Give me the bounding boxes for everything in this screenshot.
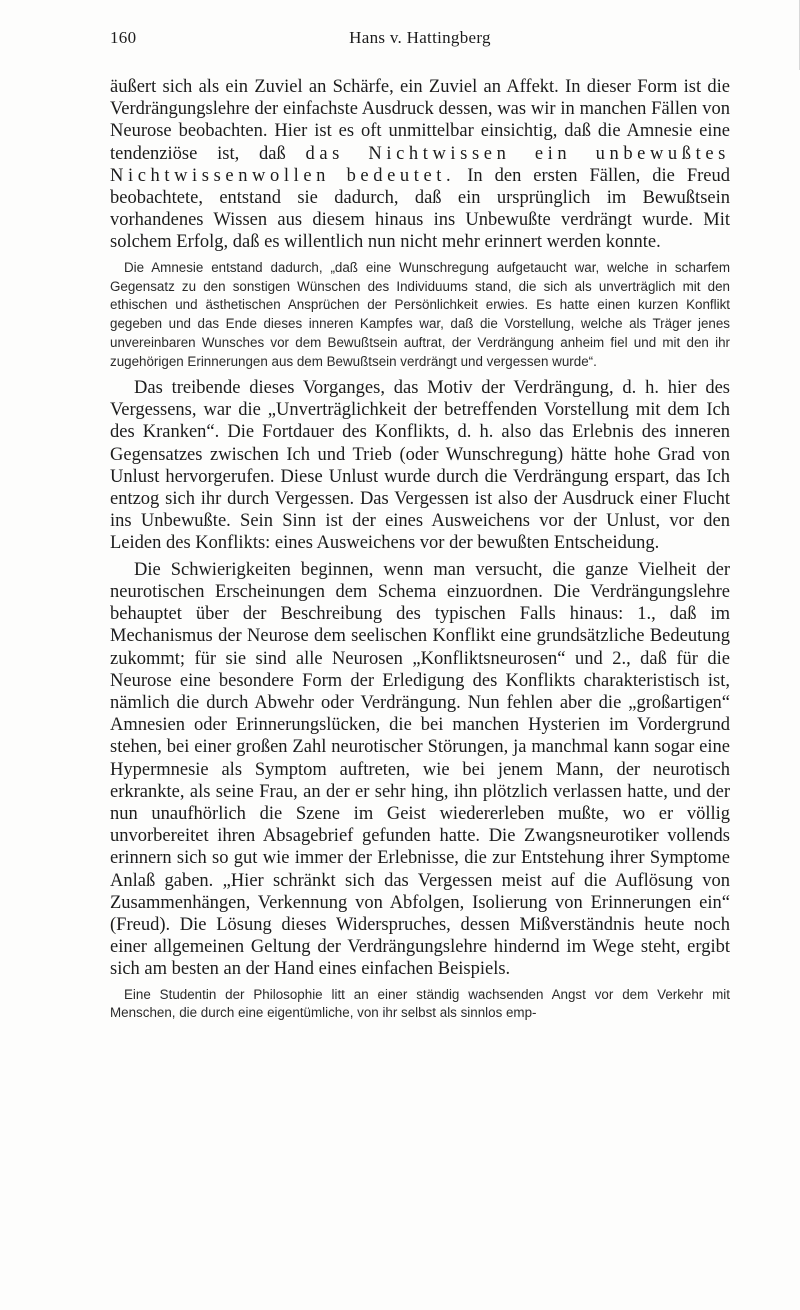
page-body	[110, 76, 730, 1023]
paragraph-3: Das treibende dieses Vorganges, das Motiv der Verdrängung, d. h. hier des Vergessens, war die „Unverträglichkeit der betreffenden Vorstellung mit dem Ich des Kranken“. Die Fortdauer des Konflikts, d. h. also das Erlebnis des inneren Gegensatzes zwischen Ich und Trieb (oder Wunschregung) hätte hohe Grad von Unlust hervorgerufen. Diese Unlust wurde durch die Verdrängung erspart, das Ich entzog sich ihr durch Vergessen. Das Vergessen ist also der Ausdruck einer Flucht ins Unbewußte. Sein Sinn ist der eines Ausweichens vor der Unlust, vor den Leiden des Konflikts: eines Ausweichens vor der bewußten Entscheidung.	[110, 378, 730, 554]
page-header	[110, 28, 730, 54]
paragraph-1	[110, 76, 730, 254]
paragraph-4: Die Schwierigkeiten beginnen, wenn man versucht, die ganze Vielheit der neurotischen Erscheinungen dem Schema einzuordnen. Die Verdrängungslehre behauptet über der Beschreibung des typischen Falls hinaus: 1., daß im Mechanismus der Neurose dem seelischen Konflikt eine grundsätzliche Bedeutung zukommt; für sie sind alle Neurosen „Konfliktsneurosen“ und 2., daß für die Neurose eine besondere Form der Erledigung des Konflikts charakteristisch ist, nämlich die durch Abwehr oder Verdrängung. Nun fehlen aber die „großartigen“ Amnesien oder Erinnerungslücken, die bei manchen Hysterien im Vordergrund stehen, bei einer großen Zahl neurotischer Störungen, ja manchmal kann sogar eine Hypermnesie als Symptom auftreten, wie bei jenem Mann, der neurotisch erkrankte, als seine Frau, an der er sehr hing, ihn plötzlich verlassen hatte, und der nun unaufhörlich die Szene im Geist wiedererleben mußte, wo er völlig unvorbereitet ihren Absagebrief gefunden hatte. Die Zwangsneurotiker vollends erinnern sich so gut wie immer der Erlebnisse, die zur Entstehung ihrer Symptome Anlaß gaben. „Hier schränkt sich das Vergessen meist auf die Auflösung von Zusammenhängen, Verkennung von Abfolgen, Isolierung von Erinnerungen ein“ (Freud). Die Lösung dieses Widerspruches, dessen Mißverständnis heute noch einer allgemeinen Geltung der Verdrängungslehre hindernd im Wege steht, ergibt sich am besten an der Hand eines einfachen Beispiels.	[110, 559, 730, 980]
emphasized-phrase: das Nichtwissen ein unbewußtes Nichtwissenwollen bedeutet.	[110, 143, 730, 186]
case-paragraph: Eine Studentin der Philosophie litt an einer ständig wachsenden Angst vor dem Verkehr mit Menschen, die durch eine eigentümliche, von ihr selbst als sinnlos emp-	[110, 986, 730, 1021]
paragraph-1-text-b: In den ersten Fällen, die Freud beobachtete, entstand sie dadurch, daß ein ursprünglich im Bewußtsein vorhandenes Wissen aus diesem hinaus ins Unbewußte verdrängt wurde. Mit solchem Erfolg, daß es willentlich nun nicht mehr erinnert werden konnte.	[110, 165, 731, 253]
quotation-paragraph: Die Amnesie entstand dadurch, „daß eine Wunschregung aufgetaucht war, welche in scharfem Gegensatz zu den sonstigen Wünschen des Individuums stand, die sich als unverträglich mit den ethischen und ästhetischen Ansprüchen der Persönlichkeit erwies. Es hatte einen kurzen Konflikt gegeben und das Ende dieses inneren Kampfes war, daß die Vorstellung, welche als Träger jenes unvereinbaren Wunsches vor dem Bewußtsein auftrat, der Verdrängung anheim fiel und mit den ihr zugehörigen Erinnerungen aus dem Bewußtsein verdrängt und vergessen wurde“.	[110, 259, 730, 370]
running-head: Hans v. Hattingberg	[349, 28, 491, 47]
paragraph-1-text-a: äußert sich als ein Zuviel an Schärfe, ein Zuviel an Affekt. In dieser Form ist die Verdrängungslehre der einfachste Ausdruck dessen, was wir in manchen Fällen von Neurose beobachten. Hier ist es oft unmittelbar einsichtig, daß die Amnesie eine tendenziöse ist, daß	[110, 77, 730, 164]
page-number: 160	[110, 28, 137, 47]
